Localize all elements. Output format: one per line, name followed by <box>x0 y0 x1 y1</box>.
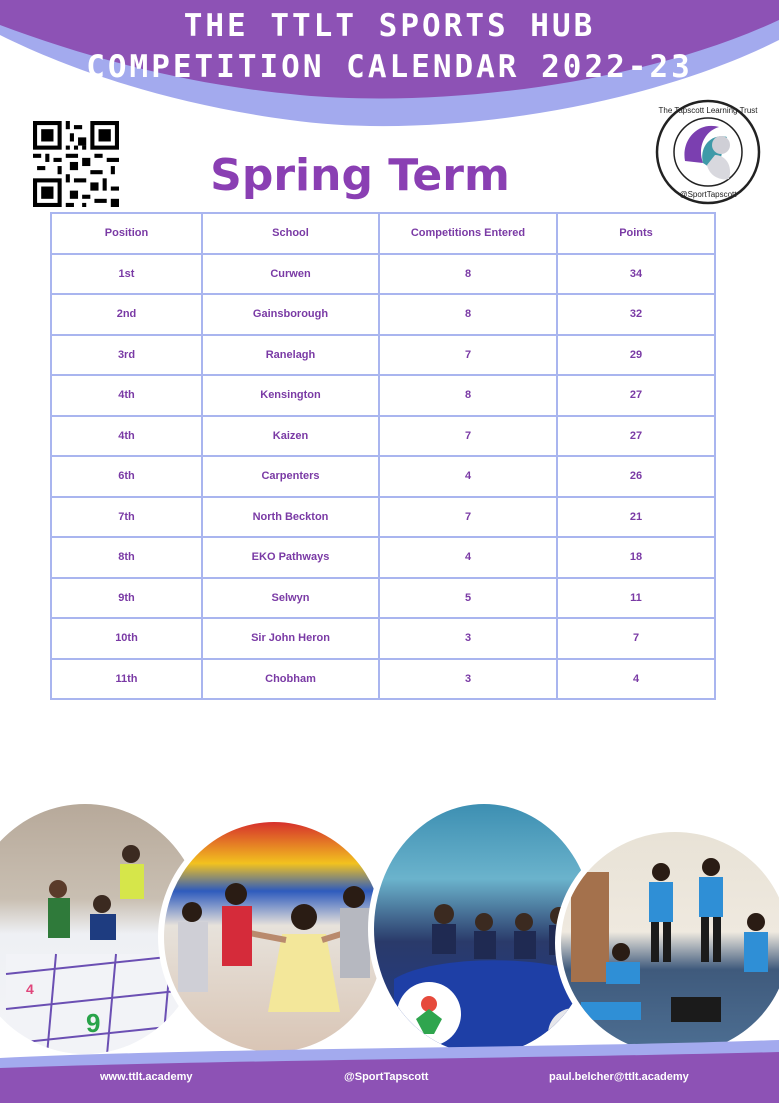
position-cell: 10th <box>51 618 202 659</box>
table-row <box>51 618 715 659</box>
position-cell: 4th <box>51 416 202 457</box>
league-table <box>50 212 714 700</box>
competitions-cell: 3 <box>379 659 557 700</box>
points-cell: 27 <box>557 416 715 457</box>
term-title: Spring Term <box>210 150 510 201</box>
column-header-position: Position <box>51 213 202 254</box>
table-row <box>51 497 715 538</box>
position-cell: 2nd <box>51 294 202 335</box>
logo-text-top: The Tapscott Learning Trust <box>658 106 758 115</box>
points-cell: 4 <box>557 659 715 700</box>
table-row <box>51 537 715 578</box>
competitions-cell: 8 <box>379 375 557 416</box>
points-cell: 7 <box>557 618 715 659</box>
table-row <box>51 659 715 700</box>
column-header-competitions: Competitions Entered <box>379 213 557 254</box>
competitions-cell: 4 <box>379 456 557 497</box>
table-row <box>51 254 715 295</box>
footer-website-link[interactable]: www.ttlt.academy <box>100 1071 193 1083</box>
competitions-cell: 7 <box>379 497 557 538</box>
school-cell: Ranelagh <box>202 335 379 376</box>
competitions-cell: 5 <box>379 578 557 619</box>
table-row <box>51 416 715 457</box>
points-cell: 21 <box>557 497 715 538</box>
column-header-school: School <box>202 213 379 254</box>
school-cell: Selwyn <box>202 578 379 619</box>
position-cell: 4th <box>51 375 202 416</box>
points-cell: 29 <box>557 335 715 376</box>
photo-scene <box>164 822 390 1058</box>
footer-social-handle[interactable]: @SportTapscott <box>344 1071 429 1083</box>
position-cell: 8th <box>51 537 202 578</box>
position-cell: 7th <box>51 497 202 538</box>
table-row <box>51 578 715 619</box>
photo-collage <box>0 790 779 1070</box>
photo-scene <box>561 832 779 1060</box>
school-cell: Chobham <box>202 659 379 700</box>
school-cell: Kaizen <box>202 416 379 457</box>
competitions-cell: 7 <box>379 416 557 457</box>
table-row <box>51 375 715 416</box>
position-cell: 3rd <box>51 335 202 376</box>
school-cell: EKO Pathways <box>202 537 379 578</box>
school-cell: North Beckton <box>202 497 379 538</box>
school-cell: Gainsborough <box>202 294 379 335</box>
position-cell: 6th <box>51 456 202 497</box>
points-cell: 32 <box>557 294 715 335</box>
table-row <box>51 456 715 497</box>
logo-text-bottom: @SportTapscott <box>679 190 737 199</box>
svg-text:9: 9 <box>86 1008 101 1038</box>
competitions-cell: 8 <box>379 254 557 295</box>
photo-gymnastics <box>555 826 779 1060</box>
points-cell: 34 <box>557 254 715 295</box>
column-header-points: Points <box>557 213 715 254</box>
table-row <box>51 294 715 335</box>
school-cell: Curwen <box>202 254 379 295</box>
competitions-cell: 4 <box>379 537 557 578</box>
points-cell: 27 <box>557 375 715 416</box>
points-cell: 18 <box>557 537 715 578</box>
competitions-cell: 7 <box>379 335 557 376</box>
svg-text:4: 4 <box>26 981 34 997</box>
position-cell: 9th <box>51 578 202 619</box>
school-cell: Kensington <box>202 375 379 416</box>
points-cell: 26 <box>557 456 715 497</box>
photo-dance-performance <box>158 816 390 1058</box>
header-title-line1: THE TTLT SPORTS HUB <box>183 8 596 44</box>
footer-email-link[interactable]: paul.belcher@ttlt.academy <box>549 1071 689 1083</box>
school-cell: Carpenters <box>202 456 379 497</box>
school-cell: Sir John Heron <box>202 618 379 659</box>
table-header-row <box>51 213 715 254</box>
position-cell: 11th <box>51 659 202 700</box>
points-cell: 11 <box>557 578 715 619</box>
header-title-line2: COMPETITION CALENDAR 2022-23 <box>86 49 693 85</box>
table-row <box>51 335 715 376</box>
position-cell: 1st <box>51 254 202 295</box>
competitions-cell: 8 <box>379 294 557 335</box>
competitions-cell: 3 <box>379 618 557 659</box>
